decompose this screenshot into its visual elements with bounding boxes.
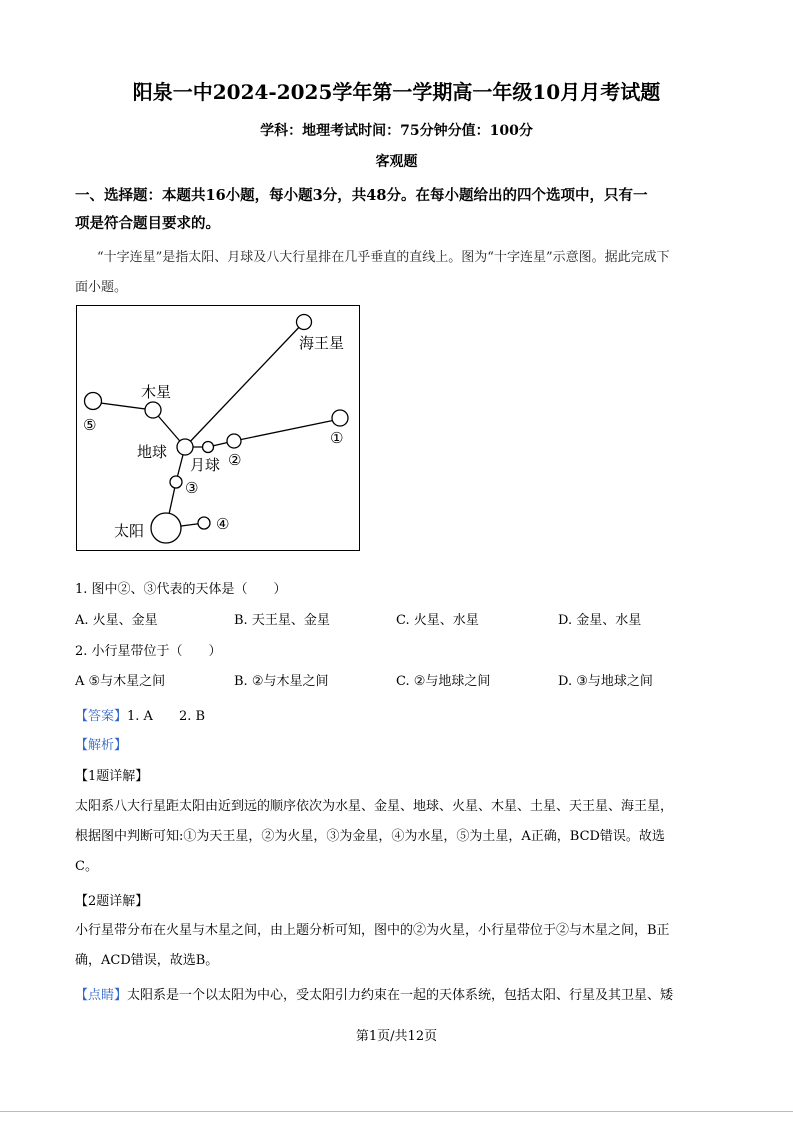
page-title: 阳泉一中2024-2025学年第一学期高一年级10月月考试题 [132, 80, 661, 104]
q1-option-d: D. 金星、水星 [558, 613, 642, 628]
intro-line2: 面小题。 [75, 280, 128, 295]
q2-stem: 2. 小行星带位于（ ） [75, 644, 222, 659]
intro-line1: “十字连星”是指太阳、月球及八大行星排在几乎垂直的直线上。图为“十字连星”示意图。据此完成下 [97, 250, 670, 265]
label-3: ③ [185, 479, 199, 497]
detail1-label: 【1题详解】 [75, 769, 149, 784]
section-heading-line2: 项是符合题目要求的。 [75, 215, 220, 232]
highlight-text: 太阳系是一个以太阳为中心，受太阳引力约束在一起的天体系统，包括太阳、行星及其卫星、矮 [127, 988, 674, 1003]
highlight-label: 【点睛】 [75, 988, 128, 1003]
diagram-svg [77, 306, 361, 552]
sun-body [151, 513, 181, 543]
answer-text: 1. A 2. B [127, 709, 206, 724]
detail2-label: 【2题详解】 [75, 894, 149, 909]
label-jupiter: 木星 [141, 383, 172, 401]
detail1-line2: 根据图中判断可知:①为天王星，②为火星，③为金星，④为水星，⑤为土星，A正确，BCD错误。故选 [75, 829, 665, 844]
label-neptune: 海王星 [299, 334, 345, 352]
line-jupiter-5 [93, 402, 153, 410]
q2-option-b: B. ②与木星之间 [234, 674, 329, 689]
detail2-line1: 小行星带分布在火星与木星之间，由上题分析可知，图中的②为火星，小行星带位于②与木星之间，B正 [75, 923, 670, 938]
q1-option-a: A. 火星、金星 [75, 613, 158, 628]
detail1-line3: C。 [75, 859, 98, 874]
answer-line [75, 705, 205, 724]
line-earth-neptune [185, 322, 304, 447]
q2-option-c: C. ②与地球之间 [396, 674, 491, 689]
label-sun: 太阳 [114, 522, 145, 540]
q1-option-b: B. 天王星、金星 [234, 613, 330, 628]
label-2: ② [228, 451, 242, 469]
objective-heading: 客观题 [375, 154, 418, 170]
q1-option-c: C. 火星、水星 [396, 613, 479, 628]
q1-stem: 1. 图中②、③代表的天体是（ ） [75, 582, 287, 597]
highlight-line [75, 984, 673, 1003]
analysis-label: 【解析】 [75, 738, 128, 753]
label-1: ① [330, 429, 344, 447]
label-earth: 地球 [137, 443, 168, 461]
page-footer: 第1页/共12页 [355, 1029, 438, 1044]
q2-option-d: D. ③与地球之间 [558, 674, 653, 689]
answer-label: 【答案】 [75, 709, 128, 724]
planet-2-body [227, 434, 241, 448]
planet-5-body [85, 393, 102, 410]
planet-3-body [170, 476, 182, 488]
section-heading-line1: 一、选择题：本题共16小题，每小题3分，共48分。在每小题给出的四个选项中，只有一 [75, 187, 648, 204]
jupiter-body [145, 402, 161, 418]
label-4: ④ [216, 515, 230, 533]
label-5: ⑤ [83, 416, 97, 434]
moon-body [203, 442, 214, 453]
q2-option-a: A ⑤与木星之间 [75, 674, 166, 689]
label-moon: 月球 [190, 456, 221, 474]
planet-1-body [332, 410, 348, 426]
detail2-line2: 确，ACD错误，故选B。 [75, 953, 219, 968]
bottom-divider [0, 1111, 793, 1112]
earth-body [177, 439, 193, 455]
neptune-body [297, 315, 312, 330]
line-2-1 [234, 419, 340, 441]
planet-4-body [198, 517, 210, 529]
subject-line: 学科：地理考试时间：75分钟分值：100分 [260, 123, 533, 139]
cross-planets-diagram [76, 305, 360, 551]
detail1-line1: 太阳系八大行星距太阳由近到远的顺序依次为水星、金星、地球、火星、木星、土星、天王星、海王星， [75, 799, 674, 814]
